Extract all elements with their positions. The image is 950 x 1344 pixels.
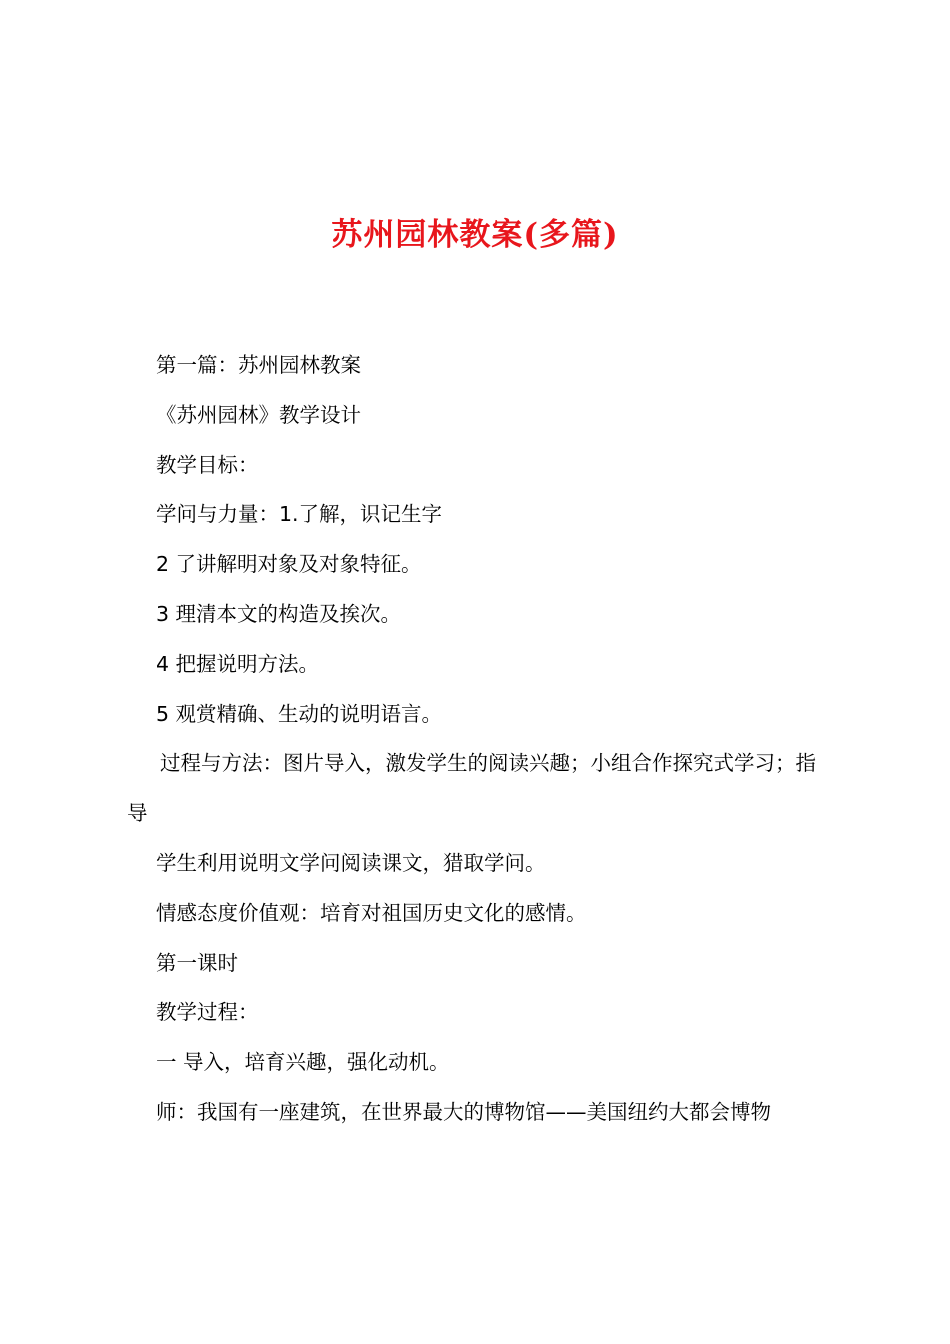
paragraph-values: 情感态度价值观：培育对祖国历史文化的感情。 [156,900,587,925]
paragraph-step-1: 一 导入，培育兴趣，强化动机。 [156,1050,450,1075]
paragraph-objective-2: 2 了讲解明对象及对象特征。 [156,552,422,577]
paragraph-teaching-process: 教学过程： [156,1000,259,1025]
paragraph-objective-4: 4 把握说明方法。 [156,651,320,676]
paragraph-process-continued: 学生利用说明文学问阅读课文，猎取学问。 [156,850,546,875]
paragraph-teacher-intro: 师：我国有一座建筑，在世界最大的博物馆——美国纽约大都会博物 [156,1099,771,1124]
paragraph-objective-3: 3 理清本文的构造及挨次。 [156,601,402,626]
paragraph-objectives-heading: 教学目标： [156,452,259,477]
paragraph-process-methods: 过程与方法：图片导入，激发学生的阅读兴趣；小组合作探究式学习；指导 [127,751,816,826]
paragraph-first-lesson: 第一课时 [156,950,238,975]
document-title: 苏州园林教案(多篇) [331,217,619,253]
paragraph-objective-1: 学问与力量：1.了解，识记生字 [156,502,443,527]
paragraph-section-heading: 第一篇：苏州园林教案 [156,353,361,377]
paragraph-objective-5: 5 观赏精确、生动的说明语言。 [156,701,443,726]
paragraph-design-title: 《苏州园林》教学设计 [156,402,361,427]
document-body [0,341,950,1138]
